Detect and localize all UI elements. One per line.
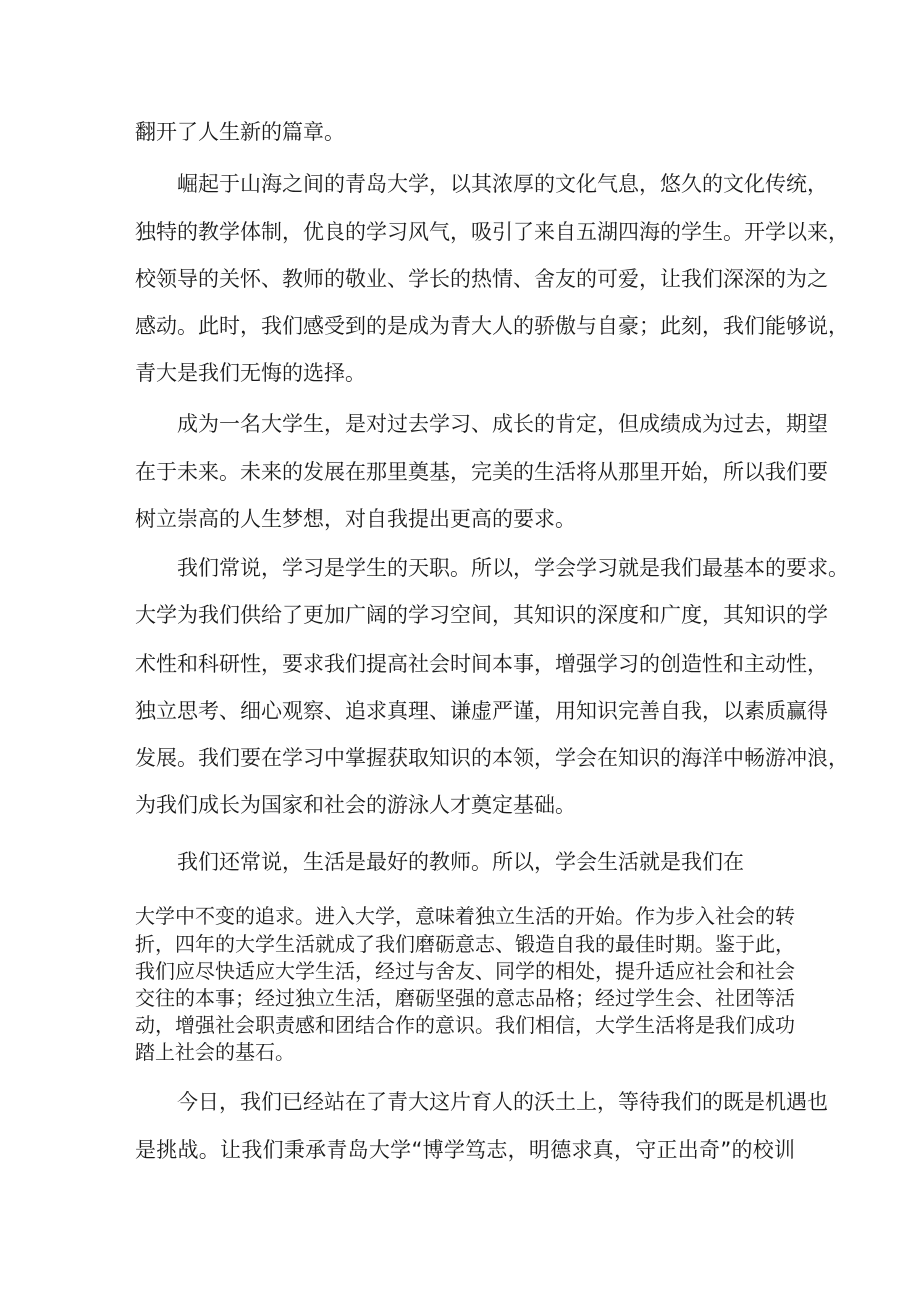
text-line: 踏上社会的基石。 bbox=[135, 1040, 295, 1064]
text-line: 我们常说，学习是学生的天职。所以，学会学习就是我们最基本的要求。 bbox=[177, 556, 849, 580]
text-line: 我们应尽快适应大学生活，经过与舍友、同学的相处，提升适应社会和社会 bbox=[135, 959, 795, 983]
text-line: 大学为我们供给了更加广阔的学习空间，其知识的深度和广度，其知识的学 bbox=[135, 603, 828, 627]
text-line: 交往的本事；经过独立生活，磨砺坚强的意志品格；经过学生会、社团等活 bbox=[135, 986, 795, 1010]
text-line: 校领导的关怀、教师的敬业、学长的热情、舍友的可爱，让我们深深的为之 bbox=[135, 267, 828, 291]
text-line: 翻开了人生新的篇章。 bbox=[135, 120, 345, 144]
text-line: 大学中不变的追求。进入大学，意味着独立生活的开始。作为步入社会的转 bbox=[135, 904, 795, 928]
text-line: 青大是我们无悔的选择。 bbox=[135, 361, 366, 385]
text-line: 是挑战。让我们秉承青岛大学“博学笃志，明德求真，守正出奇”的校训 bbox=[135, 1138, 795, 1162]
text-line: 树立崇高的人生梦想，对自我提出更高的要求。 bbox=[135, 507, 576, 531]
text-line: 我们还常说，生活是最好的教师。所以，学会生活就是我们在 bbox=[177, 850, 744, 874]
text-line: 今日，我们已经站在了青大这片育人的沃土上，等待我们的既是机遇也 bbox=[177, 1090, 828, 1114]
text-line: 独特的教学体制，优良的学习风气，吸引了来自五湖四海的学生。开学以来， bbox=[135, 220, 849, 244]
text-line: 感动。此时，我们感受到的是成为青大人的骄傲与自豪；此刻，我们能够说， bbox=[135, 314, 849, 338]
text-line: 成为一名大学生，是对过去学习、成长的肯定，但成绩成为过去，期望 bbox=[177, 412, 828, 436]
text-line: 在于未来。未来的发展在那里奠基，完美的生活将从那里开始，所以我们要 bbox=[135, 460, 828, 484]
text-line: 折，四年的大学生活就成了我们磨砺意志、锻造自我的最佳时期。鉴于此， bbox=[135, 932, 795, 956]
text-line: 为我们成长为国家和社会的游泳人才奠定基础。 bbox=[135, 793, 576, 817]
text-line: 动，增强社会职责感和团结合作的意识。我们相信，大学生活将是我们成功 bbox=[135, 1013, 795, 1037]
text-line: 发展。我们要在学习中掌握获取知识的本领，学会在知识的海洋中畅游冲浪， bbox=[135, 746, 849, 770]
text-line: 术性和科研性，要求我们提高社会时间本事，增强学习的创造性和主动性， bbox=[135, 652, 828, 676]
text-line: 崛起于山海之间的青岛大学，以其浓厚的文化气息，悠久的文化传统， bbox=[177, 172, 828, 196]
text-line: 独立思考、细心观察、追求真理、谦虚严谨，用知识完善自我，以素质赢得 bbox=[135, 699, 828, 723]
